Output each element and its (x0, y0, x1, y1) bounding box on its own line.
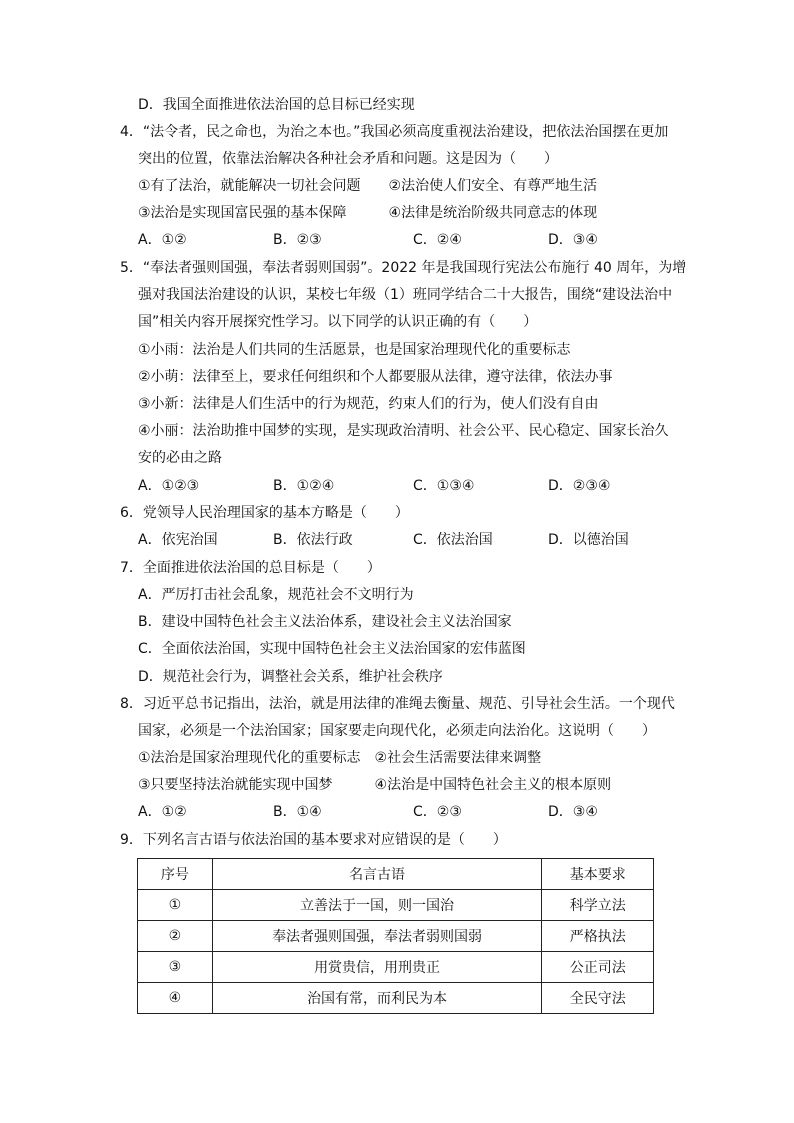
q6-option-d: D．以德治国 (548, 532, 629, 548)
q9-stem: 9．下列名言古语与依法治国的基本要求对应错误的是（ ） (120, 832, 507, 848)
q5-stem-line-2: 强对我国法治建设的认识，某校七年级（1）班同学结合二十大报告，围绕“建设法治中 (138, 287, 673, 303)
q7-option-d: D．规范社会行为，调整社会关系，维护社会秩序 (138, 669, 443, 685)
q4-statements-row-2: ③法治是实现国富民强的基本保障 ④法律是统治阶级共同意志的体现 (138, 205, 598, 221)
q9-table (137, 858, 654, 1014)
q4-option-b: B．②③ (273, 232, 322, 248)
q5-option-c: C．①③④ (413, 478, 475, 494)
q7-option-b: B．建设中国特色社会主义法治体系，建设社会主义法治国家 (138, 614, 512, 630)
q5-option-b: B．①②④ (273, 478, 335, 494)
table-cell: 治国有常，而利民为本 (212, 983, 542, 1014)
q6-stem: 6．党领导人民治理国家的基本方略是（ ） (120, 505, 409, 521)
q5-statement-1: ①小雨：法治是人们共同的生活愿景，也是国家治理现代化的重要标志 (138, 342, 571, 358)
q4-option-d: D．③④ (548, 232, 598, 248)
q5-option-d: D．②③④ (548, 478, 611, 494)
q8-stem-line-2: 国家，必须是一个法治国家；国家要走向现代化，必须走向法治化。这说明（ ） (138, 723, 656, 739)
table-cell: 严格执法 (542, 921, 654, 952)
table-row (138, 890, 654, 921)
q8-option-d: D．③④ (548, 804, 598, 820)
q4-stem-line-2: 突出的位置，依靠法治解决各种社会矛盾和问题。这是因为（ ） (138, 151, 558, 167)
q8-option-b: B．①④ (273, 804, 322, 820)
q4-stem-line-1: 4．“法令者，民之命也，为治之本也。”我国必须高度重视法治建设，把依法治国摆在更加 (120, 124, 669, 140)
q8-stem-line-1: 8．习近平总书记指出，法治，就是用法律的准绳去衡量、规范、引导社会生活。一个现代 (120, 696, 675, 712)
q6-options (138, 530, 698, 550)
table-cell: 立善法于一国，则一国治 (212, 890, 542, 921)
table-row (138, 952, 654, 983)
table-cell: ① (138, 890, 213, 921)
q6-option-b: B．依法行政 (273, 532, 353, 548)
table-row (138, 921, 654, 952)
q8-statements-row-1: ①法治是国家治理现代化的重要标志 ②社会生活需要法律来调整 (138, 750, 542, 766)
q7-stem: 7．全面推进依法治国的总目标是（ ） (120, 560, 381, 576)
table-header-row (138, 859, 654, 890)
table-row (138, 983, 654, 1014)
table-cell: 奉法者强则国强，奉法者弱则国弱 (212, 921, 542, 952)
q8-option-c: C．②③ (413, 804, 462, 820)
q5-option-a: A．①②③ (138, 478, 200, 494)
table-cell: 科学立法 (542, 890, 654, 921)
table-cell: ③ (138, 952, 213, 983)
q4-options (138, 230, 698, 250)
q6-option-a: A．依宪治国 (138, 532, 218, 548)
q3-option-d: D．我国全面推进依法治国的总目标已经实现 (138, 97, 415, 113)
q7-option-c: C．全面依法治国，实现中国特色社会主义法治国家的宏伟蓝图 (138, 641, 526, 657)
q4-option-c: C．②④ (413, 232, 462, 248)
q5-stem-line-1: 5．“奉法者强则国强，奉法者弱则国弱”。2022 年是我国现行宪法公布施行 40 周年，为增 (120, 260, 687, 276)
table-cell: 全民守法 (542, 983, 654, 1014)
q7-option-a: A．严厉打击社会乱象，规范社会不文明行为 (138, 587, 414, 603)
q8-option-a: A．①② (138, 804, 187, 820)
q5-stem-line-3: 国”相关内容开展探究性学习。以下同学的认识正确的有（ ） (138, 314, 538, 330)
q5-statement-4: ④小丽：法治助推中国梦的实现，是实现政治清明、社会公平、民心稳定、国家长治久 (138, 423, 669, 439)
table-cell: 公正司法 (542, 952, 654, 983)
header-cell: 名言古语 (212, 859, 542, 890)
q4-option-a: A．①② (138, 232, 187, 248)
table-cell: ② (138, 921, 213, 952)
q5-statement-4-cont: 安的必由之路 (138, 450, 222, 466)
q5-statement-3: ③小新：法律是人们生活中的行为规范，约束人们的行为，使人们没有自由 (138, 396, 599, 412)
q4-statements-row-1: ①有了法治，就能解决一切社会问题 ②法治使人们安全、有尊严地生活 (138, 178, 598, 194)
q8-options (138, 802, 698, 822)
q5-options (138, 476, 698, 496)
q6-option-c: C．依法治国 (413, 532, 493, 548)
table-cell: 用赏贵信，用刑贵正 (212, 952, 542, 983)
header-cell: 基本要求 (542, 859, 654, 890)
table-cell: ④ (138, 983, 213, 1014)
q5-statement-2: ②小萌：法律至上，要求任何组织和个人都要服从法律，遵守法律，依法办事 (138, 369, 613, 385)
header-cell: 序号 (138, 859, 213, 890)
q8-statements-row-2: ③只要坚持法治就能实现中国梦 ④法治是中国特色社会主义的根本原则 (138, 777, 612, 793)
